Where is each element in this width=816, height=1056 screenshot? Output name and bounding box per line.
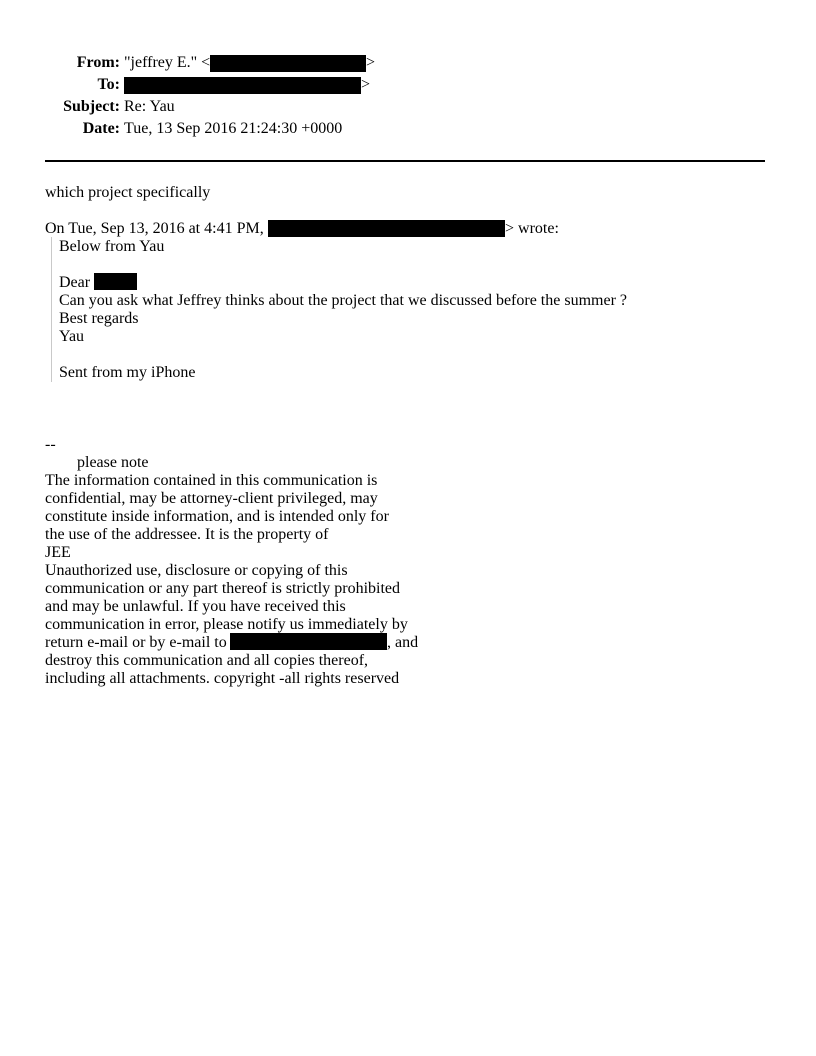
- to-close: >: [361, 76, 371, 93]
- quoted-line-3: Can you ask what Jeffrey thinks about the project that we discussed before the summer ?: [59, 292, 627, 309]
- attribution-prefix: On Tue, Sep 13, 2016 at 4:41 PM,: [45, 220, 264, 237]
- note-title: please note: [77, 454, 149, 471]
- disclaimer-line: communication in error, please notify us immediately by: [45, 616, 408, 633]
- redaction-to-email: [124, 77, 361, 94]
- redaction-recipient-name: [94, 273, 137, 290]
- disclaimer-line: JEE: [45, 544, 71, 561]
- redaction-from-email: [210, 55, 366, 72]
- disclaimer-line: communication or any part thereof is strictly prohibited: [45, 580, 401, 597]
- from-close: >: [366, 54, 376, 71]
- disclaimer-line: including all attachments. copyright -all rights reserved: [45, 670, 400, 687]
- disclaimer-line: the use of the addressee. It is the property of: [45, 526, 329, 543]
- date-label: Date:: [82, 120, 120, 137]
- header-divider: [45, 160, 765, 162]
- from-name: "jeffrey E." <: [124, 54, 211, 71]
- disclaimer-line: return e-mail or by e-mail to: [45, 634, 227, 651]
- reply-text: which project specifically: [45, 184, 211, 201]
- quoted-dear: Dear: [59, 274, 91, 291]
- subject-value: Re: Yau: [124, 98, 175, 115]
- attribution-suffix: > wrote:: [505, 220, 559, 237]
- disclaimer-line: confidential, may be attorney-client privileged, may: [45, 490, 378, 507]
- date-value: Tue, 13 Sep 2016 21:24:30 +0000: [124, 120, 343, 137]
- signature-dashes: --: [45, 436, 56, 453]
- quote-bar: [51, 237, 52, 382]
- disclaimer-line: destroy this communication and all copies thereof,: [45, 652, 369, 669]
- quoted-line-1: Below from Yau: [59, 238, 165, 255]
- quoted-line-6: Sent from my iPhone: [59, 364, 196, 381]
- from-label: From:: [76, 54, 120, 71]
- disclaimer-line: Unauthorized use, disclosure or copying of this: [45, 562, 348, 579]
- disclaimer-line: constitute inside information, and is intended only for: [45, 508, 389, 525]
- redaction-attribution-sender: [268, 220, 505, 237]
- disclaimer-line-suffix: , and: [387, 634, 419, 651]
- quoted-line-4: Best regards: [59, 310, 139, 327]
- quoted-line-5: Yau: [59, 328, 85, 345]
- disclaimer-line: and may be unlawful. If you have received this: [45, 598, 346, 615]
- redaction-disclaimer-email: [230, 633, 387, 650]
- disclaimer-line: The information contained in this communication is: [45, 472, 378, 489]
- subject-label: Subject:: [63, 98, 120, 115]
- to-label: To:: [97, 76, 120, 93]
